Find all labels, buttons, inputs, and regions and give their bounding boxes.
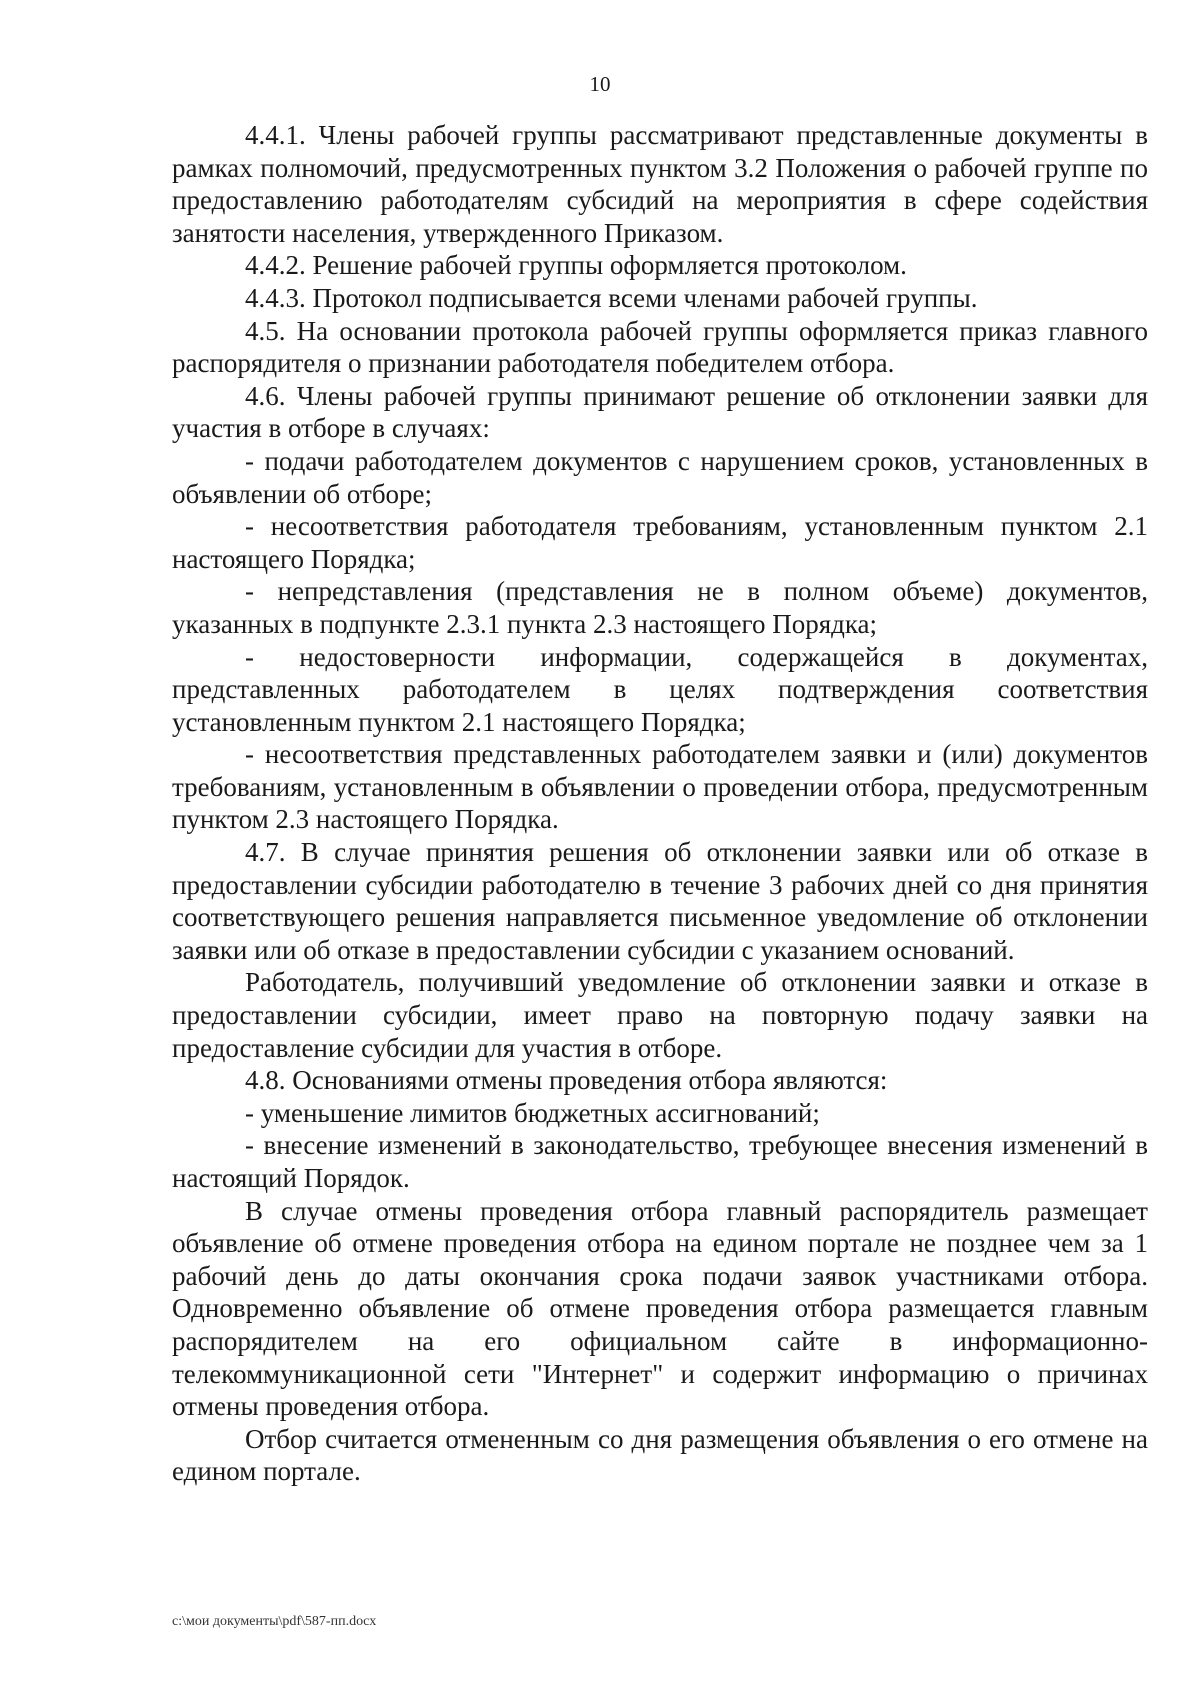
document-body <box>172 119 1148 1488</box>
paragraph-cancellation: В случае отмены проведения отбора главный распорядитель размещает объявление об отмене проведения отбора на едином портале не позднее чем за 1 рабочий день до даты окончания срока подачи заявок участниками отбора. Одновременно объявление об отмене проведения отбора размещается главным распорядителем на его официальном сайте в информационно-телекоммуникационной сети "Интернет" и содержит информацию о причинах отмены проведения отбора. <box>172 1195 1148 1422</box>
paragraph-repeat-application: Работодатель, получивший уведомление об отклонении заявки и отказе в предоставлении субсидии, имеет право на повторную подачу заявки на предоставление субсидии для участия в отборе. <box>172 967 1148 1063</box>
list-item: - подачи работодателем документов с нарушением сроков, установленных в объявлении об отборе; <box>172 445 1148 509</box>
list-item: - недостоверности информации, содержащейся в документах, представленных работодателем в целях подтверждения соответствия установленным пунктом 2.1 настоящего Порядка; <box>172 641 1148 737</box>
list-item: - уменьшение лимитов бюджетных ассигнований; <box>245 1097 820 1128</box>
list-item: - несоответствия представленных работодателем заявки и (или) документов требованиям, установленным в объявлении о проведении отбора, предусмотренным пунктом 2.3 настоящего Порядка. <box>172 739 1148 835</box>
page-number: 10 <box>589 72 611 96</box>
paragraph-4-4-2: 4.4.2. Решение рабочей группы оформляется протоколом. <box>245 250 907 281</box>
paragraph-4-7: 4.7. В случае принятия решения об отклонении заявки или об отказе в предоставлении субсидии работодателю в течение 3 рабочих дней со дня принятия соответствующего решения направляется письменное уведомление об отклонении заявки или об отказе в предоставлении субсидии с указанием оснований. <box>172 837 1148 965</box>
paragraph-4-6: 4.6. Члены рабочей группы принимают решение об отклонении заявки для участия в отборе в случаях: <box>172 380 1148 444</box>
paragraph-4-8: 4.8. Основаниями отмены проведения отбора являются: <box>245 1065 888 1096</box>
list-item: - несоответствия работодателя требованиям, установленным пунктом 2.1 настоящего Порядка; <box>172 511 1148 574</box>
paragraph-4-4-1: 4.4.1. Члены рабочей группы рассматривают представленные документы в рамках полномочий, предусмотренных пунктом 3.2 Положения о рабочей группе по предоставлению работодателям субсидий на мероприятия в сфере содействия занятости населения, утвержденного Приказом. <box>172 120 1148 248</box>
paragraph-4-5: 4.5. На основании протокола рабочей группы оформляется приказ главного распорядителя о признании работодателя победителем отбора. <box>172 315 1148 379</box>
paragraph-4-4-3: 4.4.3. Протокол подписывается всеми членами рабочей группы. <box>245 282 978 313</box>
paragraph-cancellation-effective: Отбор считается отмененным со дня размещения объявления о его отмене на едином портале. <box>172 1423 1148 1487</box>
list-item: - непредставления (представления не в полном объеме) документов, указанных в подпункте 2.3.1 пункта 2.3 настоящего Порядка; <box>172 576 1148 639</box>
list-item: - внесение изменений в законодательство, требующее внесения изменений в настоящий Порядок. <box>172 1130 1148 1193</box>
footer-file-path: c:\мои документы\pdf\587-пп.docx <box>172 1614 377 1629</box>
